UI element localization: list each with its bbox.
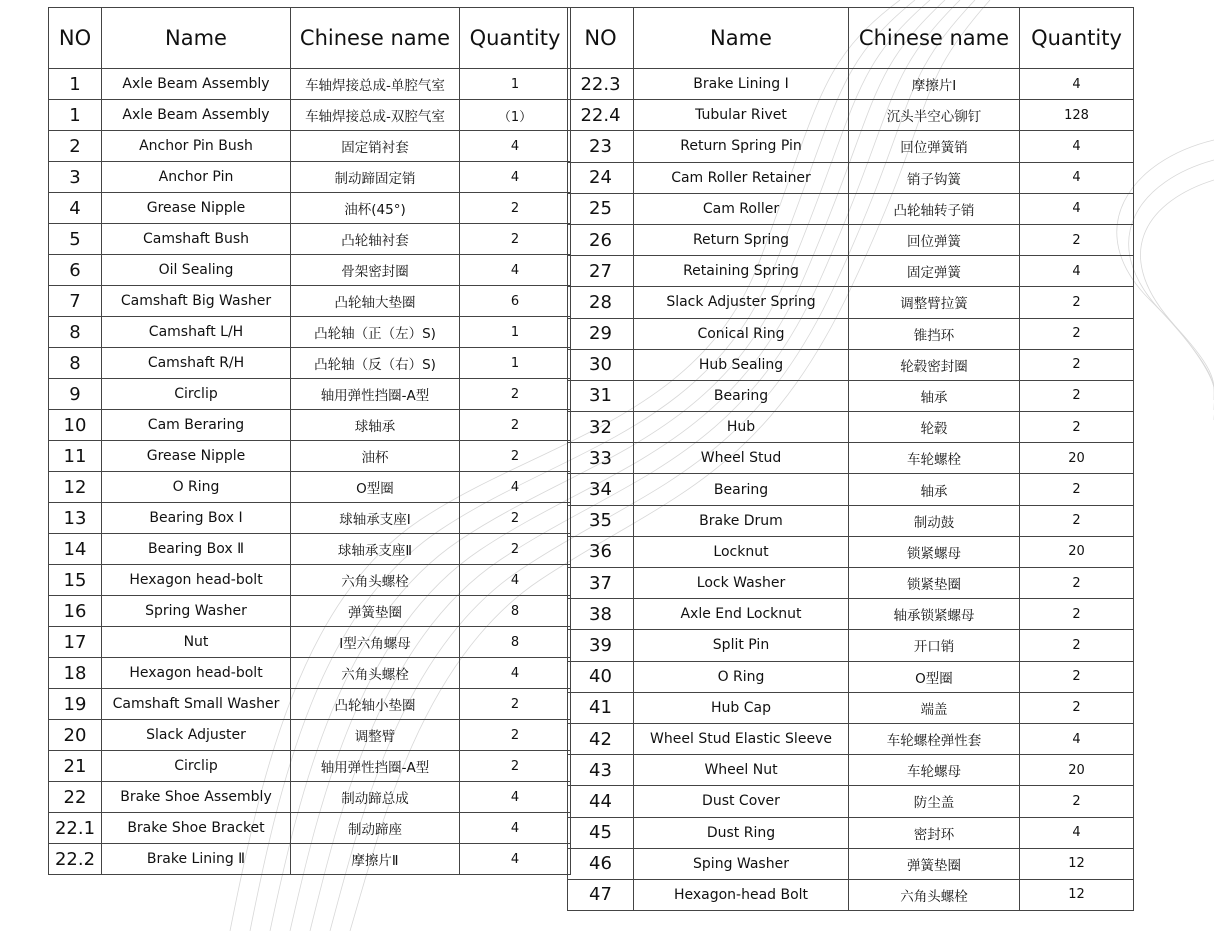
part-number-cell: 34 bbox=[568, 474, 634, 505]
chinese-name-cell: Ⅰ型六角螺母 bbox=[291, 627, 460, 658]
table-row bbox=[568, 224, 1134, 255]
quantity-cell: 1 bbox=[460, 69, 571, 100]
parts-table-right-body bbox=[568, 69, 1134, 911]
chinese-name-cell: 制动蹄座 bbox=[291, 813, 460, 844]
chinese-name-cell: 轴承 bbox=[849, 380, 1020, 411]
quantity-cell: 4 bbox=[460, 658, 571, 689]
part-number-cell: 21 bbox=[49, 751, 102, 782]
chinese-name-cell: 制动鼓 bbox=[849, 505, 1020, 536]
table-row bbox=[49, 844, 571, 875]
part-name-cell: Cam Roller Retainer bbox=[634, 162, 849, 193]
quantity-cell: 4 bbox=[1020, 69, 1134, 100]
part-number-cell: 30 bbox=[568, 349, 634, 380]
table-row bbox=[49, 565, 571, 596]
quantity-cell: （1） bbox=[460, 100, 571, 131]
part-name-cell: Dust Cover bbox=[634, 786, 849, 817]
table-row bbox=[49, 348, 571, 379]
table-header-row bbox=[49, 8, 571, 69]
part-name-cell: Split Pin bbox=[634, 630, 849, 661]
quantity-cell: 4 bbox=[1020, 193, 1134, 224]
chinese-name-cell: 车轴焊接总成-单腔气室 bbox=[291, 69, 460, 100]
table-row bbox=[49, 379, 571, 410]
quantity-cell: 1 bbox=[460, 317, 571, 348]
part-number-cell: 41 bbox=[568, 692, 634, 723]
part-name-cell: Return Spring Pin bbox=[634, 131, 849, 162]
chinese-name-cell: 六角头螺栓 bbox=[849, 879, 1020, 910]
part-name-cell: Hexagon head-bolt bbox=[102, 565, 291, 596]
chinese-name-cell: 轴承 bbox=[849, 474, 1020, 505]
part-number-cell: 14 bbox=[49, 534, 102, 565]
table-row bbox=[49, 100, 571, 131]
quantity-cell: 12 bbox=[1020, 879, 1134, 910]
table-row bbox=[49, 751, 571, 782]
part-number-cell: 22.1 bbox=[49, 813, 102, 844]
chinese-name-cell: 凸轮轴大垫圈 bbox=[291, 286, 460, 317]
part-name-cell: Slack Adjuster bbox=[102, 720, 291, 751]
quantity-cell: 4 bbox=[1020, 162, 1134, 193]
quantity-cell: 4 bbox=[460, 472, 571, 503]
part-name-cell: Axle Beam Assembly bbox=[102, 69, 291, 100]
part-name-cell: Circlip bbox=[102, 379, 291, 410]
quantity-cell: 6 bbox=[460, 286, 571, 317]
quantity-cell: 2 bbox=[1020, 474, 1134, 505]
chinese-name-cell: 摩擦片Ⅰ bbox=[849, 69, 1020, 100]
part-name-cell: Brake Lining Ⅰ bbox=[634, 69, 849, 100]
chinese-name-cell: 凸轮轴（正（左）S) bbox=[291, 317, 460, 348]
table-row bbox=[49, 441, 571, 472]
table-row bbox=[568, 443, 1134, 474]
table-row bbox=[568, 599, 1134, 630]
table-row bbox=[568, 380, 1134, 411]
part-name-cell: Bearing Box Ⅰ bbox=[102, 503, 291, 534]
table-row bbox=[49, 255, 571, 286]
table-row bbox=[568, 848, 1134, 879]
table-row bbox=[49, 503, 571, 534]
quantity-cell: 128 bbox=[1020, 100, 1134, 131]
chinese-name-cell: 凸轮轴转子销 bbox=[849, 193, 1020, 224]
part-name-cell: Grease Nipple bbox=[102, 441, 291, 472]
part-number-cell: 13 bbox=[49, 503, 102, 534]
part-number-cell: 19 bbox=[49, 689, 102, 720]
table-row bbox=[568, 692, 1134, 723]
part-number-cell: 11 bbox=[49, 441, 102, 472]
chinese-name-cell: 锁紧螺母 bbox=[849, 536, 1020, 567]
part-number-cell: 28 bbox=[568, 287, 634, 318]
table-row bbox=[568, 287, 1134, 318]
part-number-cell: 22.4 bbox=[568, 100, 634, 131]
part-number-cell: 18 bbox=[49, 658, 102, 689]
quantity-cell: 20 bbox=[1020, 536, 1134, 567]
table-row bbox=[49, 193, 571, 224]
chinese-name-cell: 弹簧垫圈 bbox=[291, 596, 460, 627]
table-row bbox=[568, 412, 1134, 443]
chinese-name-cell: 密封环 bbox=[849, 817, 1020, 848]
table-row bbox=[49, 689, 571, 720]
part-number-cell: 37 bbox=[568, 568, 634, 599]
part-name-cell: Anchor Pin bbox=[102, 162, 291, 193]
part-name-cell: Wheel Nut bbox=[634, 755, 849, 786]
quantity-cell: 8 bbox=[460, 596, 571, 627]
part-number-cell: 8 bbox=[49, 348, 102, 379]
part-number-cell: 5 bbox=[49, 224, 102, 255]
part-name-cell: Return Spring bbox=[634, 224, 849, 255]
part-number-cell: 26 bbox=[568, 224, 634, 255]
table-row bbox=[568, 69, 1134, 100]
table-row bbox=[568, 505, 1134, 536]
chinese-name-cell: 轮毂密封圈 bbox=[849, 349, 1020, 380]
quantity-cell: 2 bbox=[460, 441, 571, 472]
table-row bbox=[568, 723, 1134, 754]
chinese-name-cell: 轴用弹性挡圈-A型 bbox=[291, 379, 460, 410]
part-number-cell: 1 bbox=[49, 69, 102, 100]
header-no: NO bbox=[568, 8, 634, 69]
chinese-name-cell: 销子钩簧 bbox=[849, 162, 1020, 193]
table-row bbox=[49, 224, 571, 255]
part-number-cell: 33 bbox=[568, 443, 634, 474]
part-name-cell: Hub Cap bbox=[634, 692, 849, 723]
header-no: NO bbox=[49, 8, 102, 69]
quantity-cell: 2 bbox=[1020, 412, 1134, 443]
table-row bbox=[568, 755, 1134, 786]
part-number-cell: 6 bbox=[49, 255, 102, 286]
quantity-cell: 2 bbox=[1020, 568, 1134, 599]
part-name-cell: Camshaft Small Washer bbox=[102, 689, 291, 720]
chinese-name-cell: 凸轮轴衬套 bbox=[291, 224, 460, 255]
part-name-cell: Slack Adjuster Spring bbox=[634, 287, 849, 318]
table-row bbox=[568, 193, 1134, 224]
part-number-cell: 46 bbox=[568, 848, 634, 879]
quantity-cell: 4 bbox=[460, 131, 571, 162]
quantity-cell: 2 bbox=[1020, 630, 1134, 661]
table-row bbox=[568, 131, 1134, 162]
chinese-name-cell: 锁紧垫圈 bbox=[849, 568, 1020, 599]
part-name-cell: Nut bbox=[102, 627, 291, 658]
part-number-cell: 3 bbox=[49, 162, 102, 193]
part-number-cell: 17 bbox=[49, 627, 102, 658]
part-number-cell: 9 bbox=[49, 379, 102, 410]
part-number-cell: 20 bbox=[49, 720, 102, 751]
chinese-name-cell: 开口销 bbox=[849, 630, 1020, 661]
quantity-cell: 2 bbox=[1020, 224, 1134, 255]
table-row bbox=[568, 630, 1134, 661]
chinese-name-cell: 车轴焊接总成-双腔气室 bbox=[291, 100, 460, 131]
chinese-name-cell: 车轮螺母 bbox=[849, 755, 1020, 786]
part-number-cell: 29 bbox=[568, 318, 634, 349]
part-number-cell: 40 bbox=[568, 661, 634, 692]
part-name-cell: Brake Drum bbox=[634, 505, 849, 536]
quantity-cell: 2 bbox=[460, 751, 571, 782]
chinese-name-cell: 骨架密封圈 bbox=[291, 255, 460, 286]
quantity-cell: 2 bbox=[460, 534, 571, 565]
part-number-cell: 42 bbox=[568, 723, 634, 754]
part-name-cell: Wheel Stud Elastic Sleeve bbox=[634, 723, 849, 754]
chinese-name-cell: 油杯(45°) bbox=[291, 193, 460, 224]
quantity-cell: 4 bbox=[460, 782, 571, 813]
part-number-cell: 47 bbox=[568, 879, 634, 910]
table-row bbox=[568, 256, 1134, 287]
part-number-cell: 22 bbox=[49, 782, 102, 813]
table-row bbox=[568, 568, 1134, 599]
part-name-cell: Conical Ring bbox=[634, 318, 849, 349]
quantity-cell: 2 bbox=[1020, 287, 1134, 318]
chinese-name-cell: 车轮螺栓弹性套 bbox=[849, 723, 1020, 754]
part-number-cell: 16 bbox=[49, 596, 102, 627]
table-row bbox=[568, 879, 1134, 910]
part-number-cell: 36 bbox=[568, 536, 634, 567]
table-row bbox=[568, 817, 1134, 848]
table-row bbox=[49, 162, 571, 193]
header-chinese-name: Chinese name bbox=[291, 8, 460, 69]
part-name-cell: Anchor Pin Bush bbox=[102, 131, 291, 162]
part-name-cell: Axle End Locknut bbox=[634, 599, 849, 630]
quantity-cell: 2 bbox=[460, 224, 571, 255]
chinese-name-cell: 固定弹簧 bbox=[849, 256, 1020, 287]
table-row bbox=[49, 782, 571, 813]
chinese-name-cell: 沉头半空心铆钉 bbox=[849, 100, 1020, 131]
quantity-cell: 2 bbox=[460, 410, 571, 441]
part-name-cell: Tubular Rivet bbox=[634, 100, 849, 131]
quantity-cell: 4 bbox=[1020, 817, 1134, 848]
quantity-cell: 8 bbox=[460, 627, 571, 658]
part-number-cell: 43 bbox=[568, 755, 634, 786]
chinese-name-cell: 回位弹簧销 bbox=[849, 131, 1020, 162]
table-row bbox=[568, 474, 1134, 505]
table-row bbox=[568, 100, 1134, 131]
header-chinese-name: Chinese name bbox=[849, 8, 1020, 69]
table-row bbox=[568, 349, 1134, 380]
chinese-name-cell: 球轴承支座Ⅰ bbox=[291, 503, 460, 534]
part-name-cell: Camshaft R/H bbox=[102, 348, 291, 379]
part-number-cell: 39 bbox=[568, 630, 634, 661]
header-quantity: Quantity bbox=[1020, 8, 1134, 69]
part-number-cell: 22.3 bbox=[568, 69, 634, 100]
part-number-cell: 45 bbox=[568, 817, 634, 848]
part-number-cell: 22.2 bbox=[49, 844, 102, 875]
quantity-cell: 20 bbox=[1020, 443, 1134, 474]
table-row bbox=[568, 536, 1134, 567]
quantity-cell: 2 bbox=[1020, 318, 1134, 349]
parts-table-left bbox=[48, 7, 571, 875]
part-number-cell: 23 bbox=[568, 131, 634, 162]
chinese-name-cell: 调整臂 bbox=[291, 720, 460, 751]
chinese-name-cell: 制动蹄总成 bbox=[291, 782, 460, 813]
chinese-name-cell: 车轮螺栓 bbox=[849, 443, 1020, 474]
table-header-row bbox=[568, 8, 1134, 69]
part-number-cell: 27 bbox=[568, 256, 634, 287]
table-row bbox=[49, 131, 571, 162]
quantity-cell: 2 bbox=[460, 503, 571, 534]
table-row bbox=[49, 813, 571, 844]
table-row bbox=[568, 786, 1134, 817]
part-name-cell: Circlip bbox=[102, 751, 291, 782]
table-row bbox=[49, 472, 571, 503]
chinese-name-cell: 球轴承支座Ⅱ bbox=[291, 534, 460, 565]
quantity-cell: 4 bbox=[1020, 131, 1134, 162]
part-name-cell: Brake Lining Ⅱ bbox=[102, 844, 291, 875]
table-row bbox=[49, 658, 571, 689]
table-row bbox=[49, 286, 571, 317]
quantity-cell: 4 bbox=[460, 162, 571, 193]
part-name-cell: Hub bbox=[634, 412, 849, 443]
table-row bbox=[49, 596, 571, 627]
quantity-cell: 2 bbox=[1020, 505, 1134, 536]
chinese-name-cell: 轴承锁紧螺母 bbox=[849, 599, 1020, 630]
part-name-cell: Grease Nipple bbox=[102, 193, 291, 224]
part-number-cell: 8 bbox=[49, 317, 102, 348]
table-row bbox=[49, 69, 571, 100]
part-number-cell: 1 bbox=[49, 100, 102, 131]
table-row bbox=[49, 410, 571, 441]
chinese-name-cell: 弹簧垫圈 bbox=[849, 848, 1020, 879]
part-name-cell: Spring Washer bbox=[102, 596, 291, 627]
part-name-cell: Camshaft Bush bbox=[102, 224, 291, 255]
chinese-name-cell: 油杯 bbox=[291, 441, 460, 472]
part-name-cell: Retaining Spring bbox=[634, 256, 849, 287]
quantity-cell: 2 bbox=[1020, 380, 1134, 411]
table-row bbox=[568, 318, 1134, 349]
table-row bbox=[49, 317, 571, 348]
part-number-cell: 25 bbox=[568, 193, 634, 224]
quantity-cell: 2 bbox=[1020, 786, 1134, 817]
quantity-cell: 2 bbox=[460, 689, 571, 720]
header-quantity: Quantity bbox=[460, 8, 571, 69]
part-name-cell: Axle Beam Assembly bbox=[102, 100, 291, 131]
part-name-cell: Wheel Stud bbox=[634, 443, 849, 474]
chinese-name-cell: 调整臂拉簧 bbox=[849, 287, 1020, 318]
chinese-name-cell: 球轴承 bbox=[291, 410, 460, 441]
table-row bbox=[49, 627, 571, 658]
parts-table-right bbox=[567, 7, 1134, 911]
chinese-name-cell: 凸轮轴小垫圈 bbox=[291, 689, 460, 720]
quantity-cell: 4 bbox=[460, 255, 571, 286]
part-name-cell: O Ring bbox=[634, 661, 849, 692]
parts-table-left-body bbox=[49, 69, 571, 875]
part-name-cell: Bearing bbox=[634, 380, 849, 411]
quantity-cell: 2 bbox=[460, 379, 571, 410]
part-name-cell: Hexagon-head Bolt bbox=[634, 879, 849, 910]
part-name-cell: Hexagon head-bolt bbox=[102, 658, 291, 689]
chinese-name-cell: 六角头螺栓 bbox=[291, 565, 460, 596]
part-name-cell: O Ring bbox=[102, 472, 291, 503]
part-number-cell: 2 bbox=[49, 131, 102, 162]
part-name-cell: Oil Sealing bbox=[102, 255, 291, 286]
table-row bbox=[49, 720, 571, 751]
part-number-cell: 35 bbox=[568, 505, 634, 536]
part-name-cell: Cam Roller bbox=[634, 193, 849, 224]
part-name-cell: Lock Washer bbox=[634, 568, 849, 599]
part-name-cell: Camshaft L/H bbox=[102, 317, 291, 348]
table-row bbox=[568, 162, 1134, 193]
part-name-cell: Bearing Box Ⅱ bbox=[102, 534, 291, 565]
chinese-name-cell: 锥挡环 bbox=[849, 318, 1020, 349]
part-number-cell: 24 bbox=[568, 162, 634, 193]
quantity-cell: 1 bbox=[460, 348, 571, 379]
chinese-name-cell: 凸轮轴（反（右）S) bbox=[291, 348, 460, 379]
part-name-cell: Bearing bbox=[634, 474, 849, 505]
quantity-cell: 2 bbox=[1020, 599, 1134, 630]
part-number-cell: 4 bbox=[49, 193, 102, 224]
table-row bbox=[568, 661, 1134, 692]
quantity-cell: 2 bbox=[460, 720, 571, 751]
chinese-name-cell: 轴用弹性挡圈-A型 bbox=[291, 751, 460, 782]
chinese-name-cell: 轮毂 bbox=[849, 412, 1020, 443]
chinese-name-cell: 摩擦片Ⅱ bbox=[291, 844, 460, 875]
part-number-cell: 38 bbox=[568, 599, 634, 630]
part-number-cell: 44 bbox=[568, 786, 634, 817]
part-name-cell: Dust Ring bbox=[634, 817, 849, 848]
part-number-cell: 32 bbox=[568, 412, 634, 443]
chinese-name-cell: 回位弹簧 bbox=[849, 224, 1020, 255]
quantity-cell: 2 bbox=[1020, 349, 1134, 380]
quantity-cell: 4 bbox=[460, 565, 571, 596]
header-name: Name bbox=[102, 8, 291, 69]
part-number-cell: 15 bbox=[49, 565, 102, 596]
chinese-name-cell: 固定销衬套 bbox=[291, 131, 460, 162]
chinese-name-cell: 六角头螺栓 bbox=[291, 658, 460, 689]
quantity-cell: 12 bbox=[1020, 848, 1134, 879]
chinese-name-cell: O型圈 bbox=[291, 472, 460, 503]
quantity-cell: 4 bbox=[1020, 723, 1134, 754]
quantity-cell: 4 bbox=[460, 844, 571, 875]
part-name-cell: Hub Sealing bbox=[634, 349, 849, 380]
quantity-cell: 20 bbox=[1020, 755, 1134, 786]
chinese-name-cell: 制动蹄固定销 bbox=[291, 162, 460, 193]
quantity-cell: 4 bbox=[460, 813, 571, 844]
part-name-cell: Cam Beraring bbox=[102, 410, 291, 441]
part-name-cell: Brake Shoe Bracket bbox=[102, 813, 291, 844]
quantity-cell: 2 bbox=[460, 193, 571, 224]
quantity-cell: 4 bbox=[1020, 256, 1134, 287]
part-number-cell: 12 bbox=[49, 472, 102, 503]
part-name-cell: Brake Shoe Assembly bbox=[102, 782, 291, 813]
chinese-name-cell: O型圈 bbox=[849, 661, 1020, 692]
quantity-cell: 2 bbox=[1020, 661, 1134, 692]
part-name-cell: Locknut bbox=[634, 536, 849, 567]
part-number-cell: 10 bbox=[49, 410, 102, 441]
part-name-cell: Camshaft Big Washer bbox=[102, 286, 291, 317]
part-number-cell: 31 bbox=[568, 380, 634, 411]
part-name-cell: Sping Washer bbox=[634, 848, 849, 879]
chinese-name-cell: 防尘盖 bbox=[849, 786, 1020, 817]
table-row bbox=[49, 534, 571, 565]
part-number-cell: 7 bbox=[49, 286, 102, 317]
header-name: Name bbox=[634, 8, 849, 69]
chinese-name-cell: 端盖 bbox=[849, 692, 1020, 723]
quantity-cell: 2 bbox=[1020, 692, 1134, 723]
